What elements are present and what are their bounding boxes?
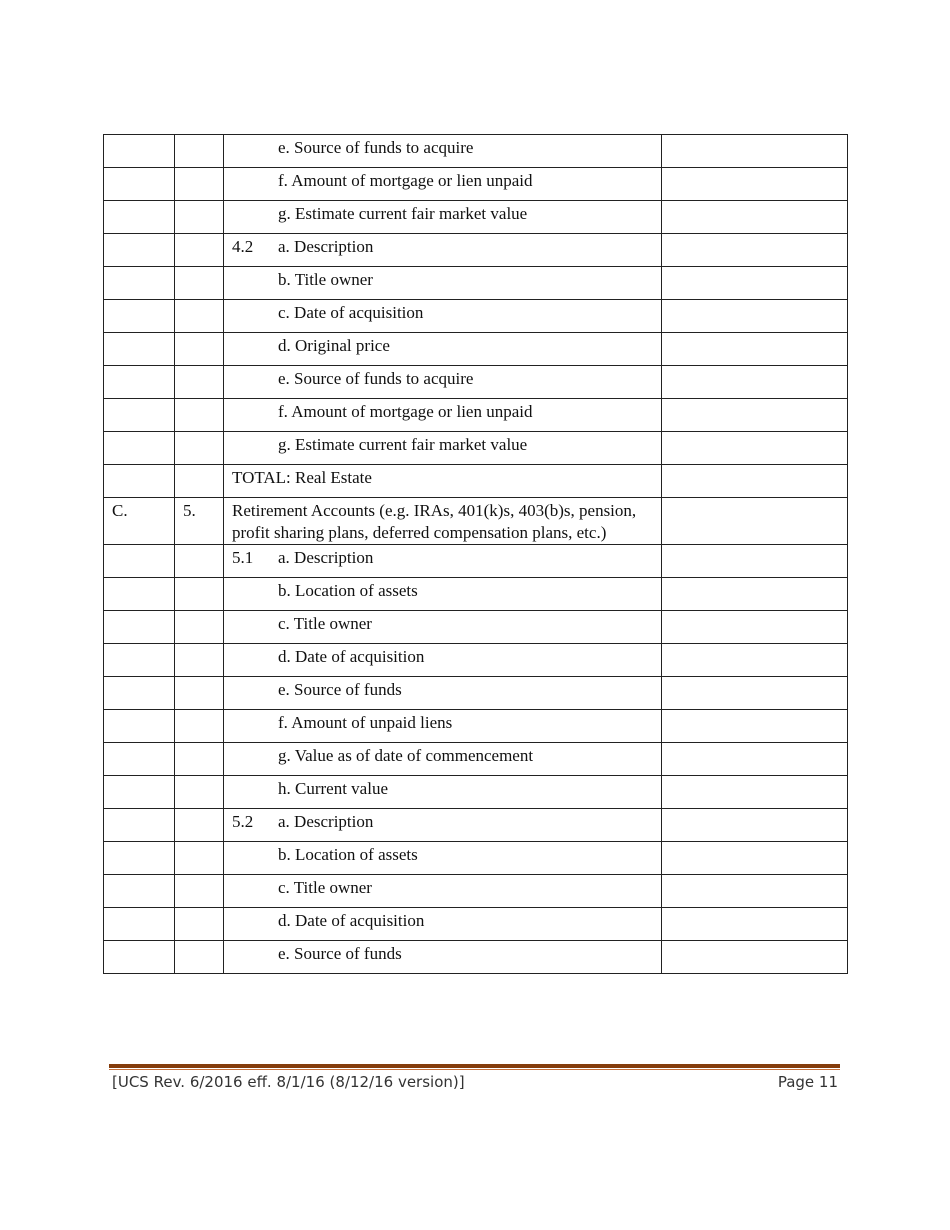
value-entry-cell[interactable] (662, 743, 848, 776)
section-letter-cell (104, 300, 175, 333)
item-description-cell (224, 135, 662, 168)
table-row (104, 135, 848, 168)
item-number-cell (175, 875, 224, 908)
item-description-cell (224, 432, 662, 465)
item-label: f. Amount of mortgage or lien unpaid (278, 171, 533, 190)
footer-rule (109, 1064, 840, 1068)
item-description-cell (224, 300, 662, 333)
value-entry-cell[interactable] (662, 498, 848, 545)
value-entry-cell[interactable] (662, 366, 848, 399)
table-row (104, 498, 848, 545)
item-label: d. Date of acquisition (278, 647, 425, 666)
value-entry-cell[interactable] (662, 710, 848, 743)
section-letter-cell (104, 234, 175, 267)
item-label: a. Description (278, 237, 374, 256)
section-letter-cell (104, 135, 175, 168)
table-row (104, 201, 848, 234)
section-letter-cell: C. (104, 498, 175, 545)
value-entry-cell[interactable] (662, 333, 848, 366)
item-description-cell (224, 809, 662, 842)
item-number-cell: 5. (175, 498, 224, 545)
item-description-cell (224, 776, 662, 809)
section-letter-cell (104, 644, 175, 677)
item-label: a. Description (278, 548, 374, 567)
item-description-cell (224, 875, 662, 908)
item-number-cell (175, 300, 224, 333)
value-entry-cell[interactable] (662, 908, 848, 941)
section-letter-cell (104, 941, 175, 974)
section-letter-cell (104, 267, 175, 300)
item-label: a. Description (278, 812, 374, 831)
table-row (104, 234, 848, 267)
item-label: c. Date of acquisition (278, 303, 424, 322)
item-number-cell (175, 743, 224, 776)
item-label: d. Original price (278, 336, 390, 355)
table-row (104, 267, 848, 300)
section-letter-cell (104, 168, 175, 201)
value-entry-cell[interactable] (662, 465, 848, 498)
section-letter-cell (104, 465, 175, 498)
item-label: e. Source of funds to acquire (278, 138, 474, 157)
value-entry-cell[interactable] (662, 776, 848, 809)
sub-item-number: 4.2 (232, 237, 254, 256)
item-description-cell (224, 578, 662, 611)
section-letter-cell (104, 776, 175, 809)
value-entry-cell[interactable] (662, 875, 848, 908)
item-number-cell (175, 399, 224, 432)
item-label: b. Location of assets (278, 581, 418, 600)
value-entry-cell[interactable] (662, 300, 848, 333)
item-description-cell (224, 168, 662, 201)
footer-page-number: Page 11 (777, 1073, 838, 1091)
item-number-cell (175, 644, 224, 677)
table-row (104, 875, 848, 908)
section-letter-cell (104, 399, 175, 432)
item-label: Retirement Accounts (e.g. IRAs, 401(k)s, 403(b)s, pension, profit sharing plans, deferred compensation plans, etc.) (232, 501, 637, 542)
section-letter-cell (104, 908, 175, 941)
table-row (104, 399, 848, 432)
footer-version: [UCS Rev. 6/2016 eff. 8/1/16 (8/12/16 version)] (112, 1073, 465, 1091)
item-label: h. Current value (278, 779, 388, 798)
item-label: e. Source of funds to acquire (278, 369, 474, 388)
table-row (104, 578, 848, 611)
table-row (104, 710, 848, 743)
table-row (104, 842, 848, 875)
item-description-cell (224, 743, 662, 776)
item-label: TOTAL: Real Estate (232, 468, 372, 487)
item-number-cell (175, 677, 224, 710)
section-letter-cell (104, 432, 175, 465)
value-entry-cell[interactable] (662, 267, 848, 300)
item-label: f. Amount of unpaid liens (278, 713, 453, 732)
item-description-cell (224, 234, 662, 267)
value-entry-cell[interactable] (662, 578, 848, 611)
table-row (104, 809, 848, 842)
section-letter-cell (104, 201, 175, 234)
item-description-cell (224, 498, 662, 545)
item-number-cell (175, 432, 224, 465)
table-row (104, 743, 848, 776)
item-label: b. Location of assets (278, 845, 418, 864)
table-row (104, 776, 848, 809)
value-entry-cell[interactable] (662, 399, 848, 432)
item-number-cell (175, 908, 224, 941)
item-number-cell (175, 545, 224, 578)
value-entry-cell[interactable] (662, 941, 848, 974)
item-description-cell (224, 644, 662, 677)
section-letter-cell (104, 743, 175, 776)
item-label: g. Estimate current fair market value (278, 204, 528, 223)
asset-form-table (103, 134, 848, 974)
section-letter-cell (104, 809, 175, 842)
value-entry-cell[interactable] (662, 677, 848, 710)
item-description-cell (224, 465, 662, 498)
item-label: d. Date of acquisition (278, 911, 425, 930)
table-row (104, 941, 848, 974)
item-description-cell (224, 545, 662, 578)
table-row (104, 611, 848, 644)
item-description-cell (224, 908, 662, 941)
value-entry-cell[interactable] (662, 842, 848, 875)
item-label: c. Title owner (278, 878, 372, 897)
value-entry-cell[interactable] (662, 809, 848, 842)
item-description-cell (224, 399, 662, 432)
section-letter-cell (104, 677, 175, 710)
value-entry-cell[interactable] (662, 432, 848, 465)
section-letter-cell (104, 366, 175, 399)
item-description-cell (224, 267, 662, 300)
item-number-cell (175, 776, 224, 809)
table-row (104, 300, 848, 333)
section-letter-cell (104, 545, 175, 578)
item-description-cell (224, 677, 662, 710)
sub-item-number: 5.2 (232, 812, 254, 831)
value-entry-cell[interactable] (662, 135, 848, 168)
item-label: e. Source of funds (278, 680, 402, 699)
item-description-cell (224, 201, 662, 234)
table-row (104, 168, 848, 201)
table-row (104, 333, 848, 366)
item-number-cell (175, 333, 224, 366)
item-description-cell (224, 842, 662, 875)
section-letter-cell (104, 710, 175, 743)
item-label: b. Title owner (278, 270, 373, 289)
item-description-cell (224, 611, 662, 644)
sub-item-number: 5.1 (232, 548, 254, 567)
item-number-cell (175, 941, 224, 974)
section-letter-cell (104, 842, 175, 875)
item-number-cell (175, 809, 224, 842)
item-number-cell (175, 135, 224, 168)
item-number-cell (175, 201, 224, 234)
item-number-cell (175, 611, 224, 644)
value-entry-cell[interactable] (662, 545, 848, 578)
item-label: c. Title owner (278, 614, 372, 633)
section-letter-cell (104, 611, 175, 644)
item-label: f. Amount of mortgage or lien unpaid (278, 402, 533, 421)
table-row (104, 366, 848, 399)
section-letter-cell (104, 875, 175, 908)
item-description-cell (224, 333, 662, 366)
value-entry-cell[interactable] (662, 644, 848, 677)
table-row (104, 644, 848, 677)
item-label: e. Source of funds (278, 944, 402, 963)
item-description-cell (224, 366, 662, 399)
value-entry-cell[interactable] (662, 611, 848, 644)
item-number-cell (175, 465, 224, 498)
item-label: g. Value as of date of commencement (278, 746, 534, 765)
value-entry-cell[interactable] (662, 168, 848, 201)
item-number-cell (175, 842, 224, 875)
item-description-cell (224, 710, 662, 743)
item-number-cell (175, 234, 224, 267)
item-number-cell (175, 578, 224, 611)
table-row (104, 677, 848, 710)
table-row (104, 465, 848, 498)
footer-rule-thin (109, 1069, 840, 1070)
item-number-cell (175, 168, 224, 201)
value-entry-cell[interactable] (662, 201, 848, 234)
section-letter-cell (104, 333, 175, 366)
item-number-cell (175, 267, 224, 300)
item-label: g. Estimate current fair market value (278, 435, 528, 454)
table-row (104, 908, 848, 941)
section-letter-cell (104, 578, 175, 611)
table-row (104, 545, 848, 578)
value-entry-cell[interactable] (662, 234, 848, 267)
item-description-cell (224, 941, 662, 974)
item-number-cell (175, 710, 224, 743)
table-row (104, 432, 848, 465)
item-number-cell (175, 366, 224, 399)
